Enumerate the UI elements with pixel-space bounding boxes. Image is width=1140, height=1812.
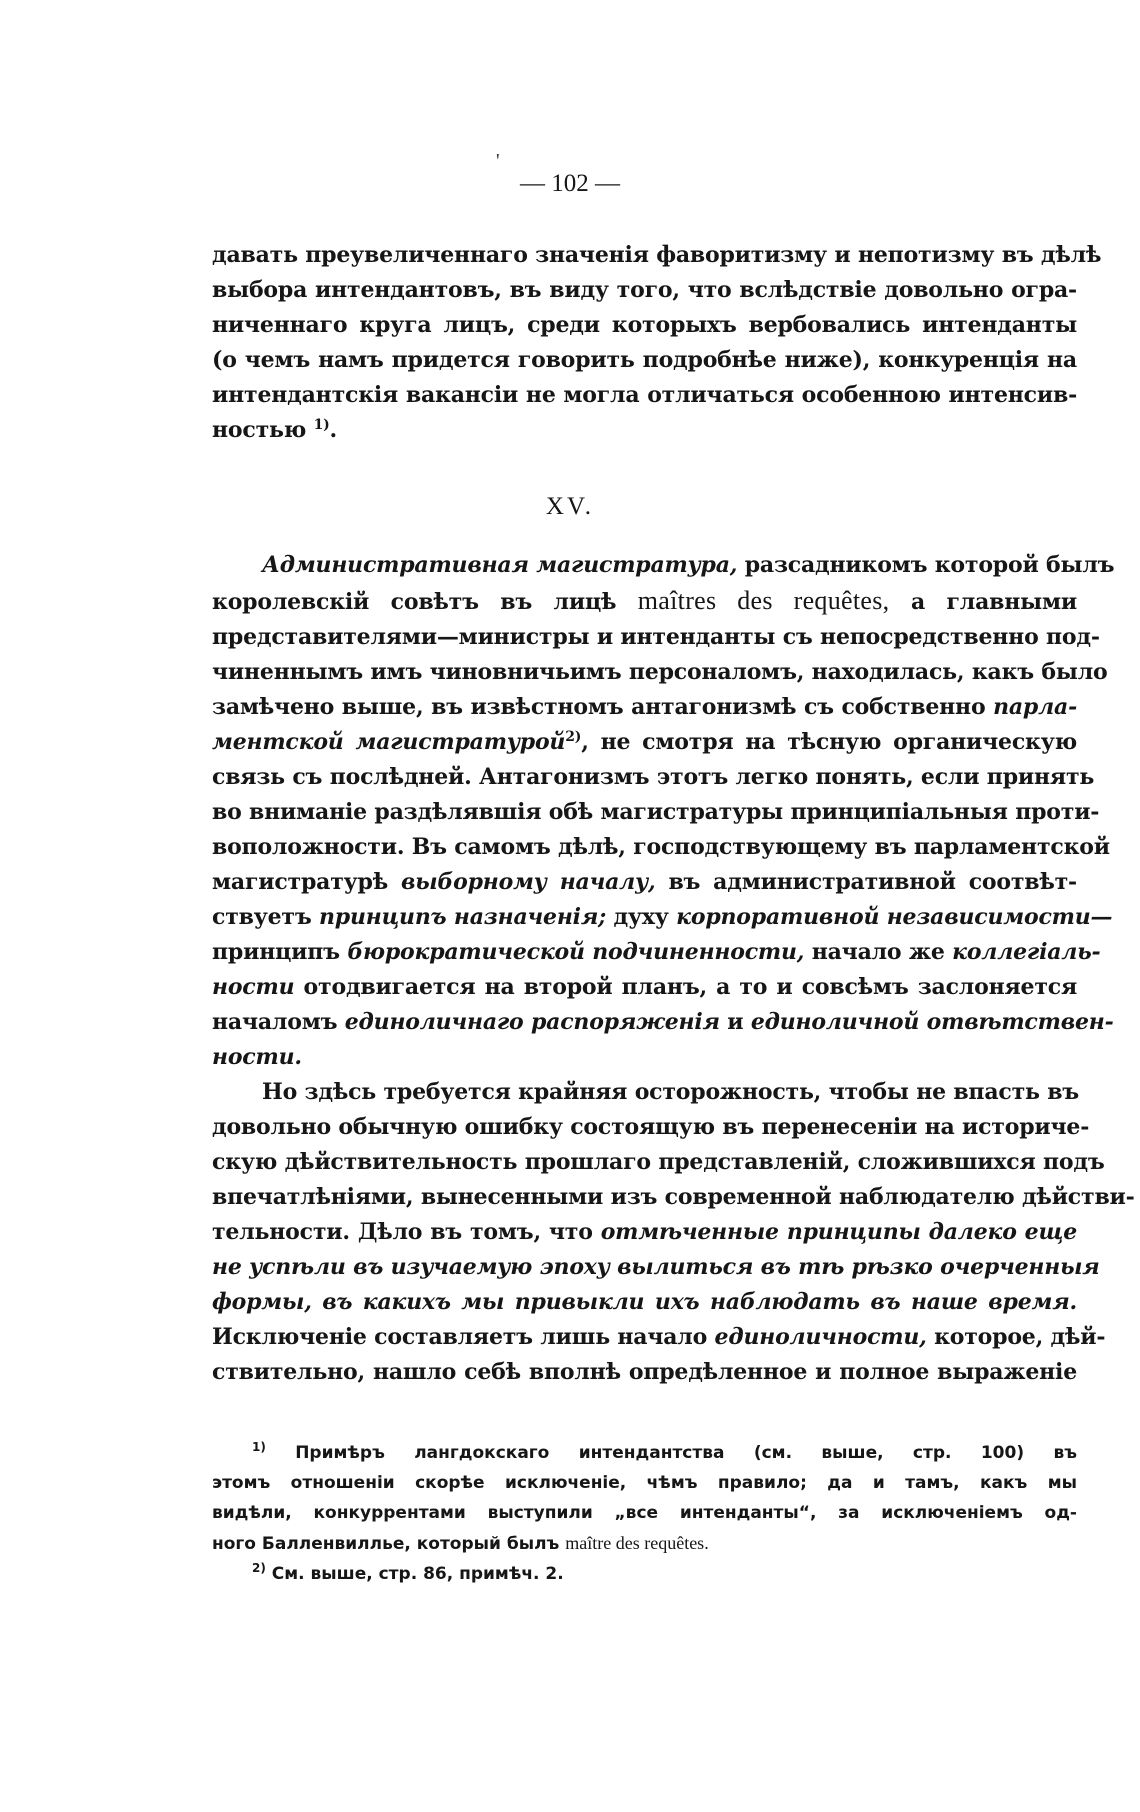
paragraph-continuation (212, 238, 1102, 448)
text-line: выбора интендантовъ, въ виду того, что вслѣдствіе довольно огра- (212, 277, 1077, 303)
italic-term: ности. (212, 1044, 302, 1070)
text-line (212, 548, 1115, 583)
text-line: ствительно, нашло себѣ вполнѣ опредѣленное и полное выраженіе (212, 1359, 1077, 1385)
text-line: связь съ послѣдней. Антагонизмъ этотъ легко понять, если принять (212, 764, 1095, 790)
italic-term: корпоративной независимости— (676, 904, 1113, 930)
text-line: Но здѣсь требуется крайняя осторожность, чтобы не впасть въ (262, 1079, 1079, 1105)
text-fragment: въ административной соотвѣт- (655, 869, 1077, 895)
text-line: этомъ отношеніи скорѣе исключеніе, чѣмъ правило; да и тамъ, какъ мы (212, 1473, 1077, 1493)
text-line: видѣли, конкуррентами выступили „все интенданты“, за исключеніемъ од- (212, 1503, 1077, 1523)
text-fragment: тельности. Дѣло въ томъ, что (212, 1219, 601, 1245)
text-fragment: Исключеніе составляетъ лишь начало (212, 1324, 715, 1350)
text-fragment: принципъ (212, 939, 348, 965)
text-line: во вниманіе раздѣлявшія обѣ магистратуры принципіальныя проти- (212, 799, 1100, 825)
italic-term: Административная магистратура, (262, 552, 738, 578)
text-line (212, 1250, 1100, 1285)
footnote-ref: 1) (313, 417, 330, 433)
section-heading: XV. (545, 493, 595, 520)
italic-term: ментской магистратурой (212, 729, 566, 755)
text-line: ностью $^{1)}$. (212, 417, 338, 443)
italic-term: единоличной отвѣтствен- (750, 1009, 1114, 1035)
text-line: ниченнаго круга лицъ, среди которыхъ вербовались интенданты (212, 312, 1077, 338)
italic-term: ности (212, 974, 295, 1000)
text-line (212, 690, 1077, 725)
text-line (212, 1215, 1077, 1250)
text-fragment: Примѣръ лангдокскаго интендантства (см. выше, стр. 100) въ (265, 1443, 1077, 1463)
text-line: чиненнымъ имъ чиновничьимъ персоналомъ, находилась, какъ было (212, 659, 1108, 685)
text-line (212, 935, 1101, 970)
italic-term: бюрократической подчиненности, (347, 939, 805, 965)
text-fragment: духу (606, 904, 677, 930)
footnote-ref: 2) (565, 729, 582, 745)
text-line (212, 725, 1077, 760)
text-line (212, 1528, 1077, 1559)
text-line (212, 1320, 1106, 1355)
footnote-1 (212, 1438, 1077, 1468)
italic-term: формы, въ какихъ мы привыкли ихъ наблюдать въ наше время. (212, 1289, 1077, 1315)
main-text (212, 548, 1135, 1390)
text-line: воположности. Въ самомъ дѣлѣ, господствующему въ парламентской (212, 834, 1110, 860)
italic-term: единоличности, (714, 1324, 927, 1350)
italic-term: не успѣли въ изучаемую эпоху вылиться въ тѣ рѣзко очерченныя (212, 1254, 1100, 1280)
text-fragment: и (719, 1009, 751, 1035)
text-line (212, 1285, 1077, 1320)
text-line (212, 1005, 1114, 1040)
text-fragment: ствуетъ (212, 904, 319, 930)
italic-term: выборному началу, (400, 869, 656, 895)
text-line: представителями—министры и интенданты съ непосредственно под- (212, 624, 1100, 650)
text-fragment: начало же (804, 939, 953, 965)
text-line (212, 583, 1077, 620)
footnote-marker: 2) (252, 1561, 266, 1575)
text-line: довольно обычную ошибку состоящую въ перенесеніи на историче- (212, 1114, 1090, 1140)
text-fragment: , не смотря на тѣсную органическую (581, 729, 1077, 755)
latin-term: maîtres des requêtes, (637, 586, 890, 615)
text-line (212, 865, 1077, 900)
footnotes (212, 1438, 1077, 1589)
stray-mark: ' (496, 150, 500, 172)
text-line (212, 970, 1077, 1005)
text-line (212, 900, 1113, 935)
text-fragment: королевскій совѣтъ въ лицѣ (212, 589, 638, 615)
text-fragment: которое, дѣй- (926, 1324, 1106, 1350)
footnote-marker: 1) (252, 1440, 266, 1454)
text-fragment: началомъ (212, 1009, 345, 1035)
text-fragment: ностью (212, 417, 307, 443)
text-line: интендантскія вакансіи не могла отличаться особенною интенсив- (212, 382, 1077, 408)
text-line (212, 1040, 1077, 1075)
italic-term: отмѣченные принципы далеко еще (600, 1219, 1077, 1245)
text-fragment: магистратурѣ (212, 869, 401, 895)
italic-term: коллегіаль- (952, 939, 1101, 965)
text-line: впечатлѣніями, вынесенными изъ современной наблюдателю дѣйстви- (212, 1184, 1135, 1210)
text-fragment: ного Балленвилльe, который былъ (212, 1534, 566, 1554)
text-fragment: отодвигается на второй планъ, а то и совсѣмъ заслоняется (294, 974, 1077, 1000)
italic-term: принципъ назначенія; (318, 904, 607, 930)
latin-term: maître des requêtes. (565, 1533, 709, 1553)
text-line: скую дѣйствительность прошлаго представленій, сложившихся подъ (212, 1149, 1105, 1175)
text-fragment: разсадникомъ которой былъ (737, 552, 1115, 578)
text-fragment: а главными (889, 589, 1078, 615)
text-line: (о чемъ намъ придется говорить подробнѣе ниже), конкуренція на (212, 347, 1077, 373)
italic-term: парла- (993, 694, 1077, 720)
page-number: — 102 — (520, 170, 620, 197)
text-fragment: замѣчено выше, въ извѣстномъ антагонизмѣ съ собственно (212, 694, 994, 720)
text-line: давать преувеличеннаго значенія фаворитизму и непотизму въ дѣлѣ (212, 242, 1102, 268)
italic-term: единоличнаго распоряженія (344, 1009, 720, 1035)
footnote-2 (212, 1559, 1077, 1589)
text-fragment: См. выше, стр. 86, примѣч. 2. (265, 1564, 564, 1584)
